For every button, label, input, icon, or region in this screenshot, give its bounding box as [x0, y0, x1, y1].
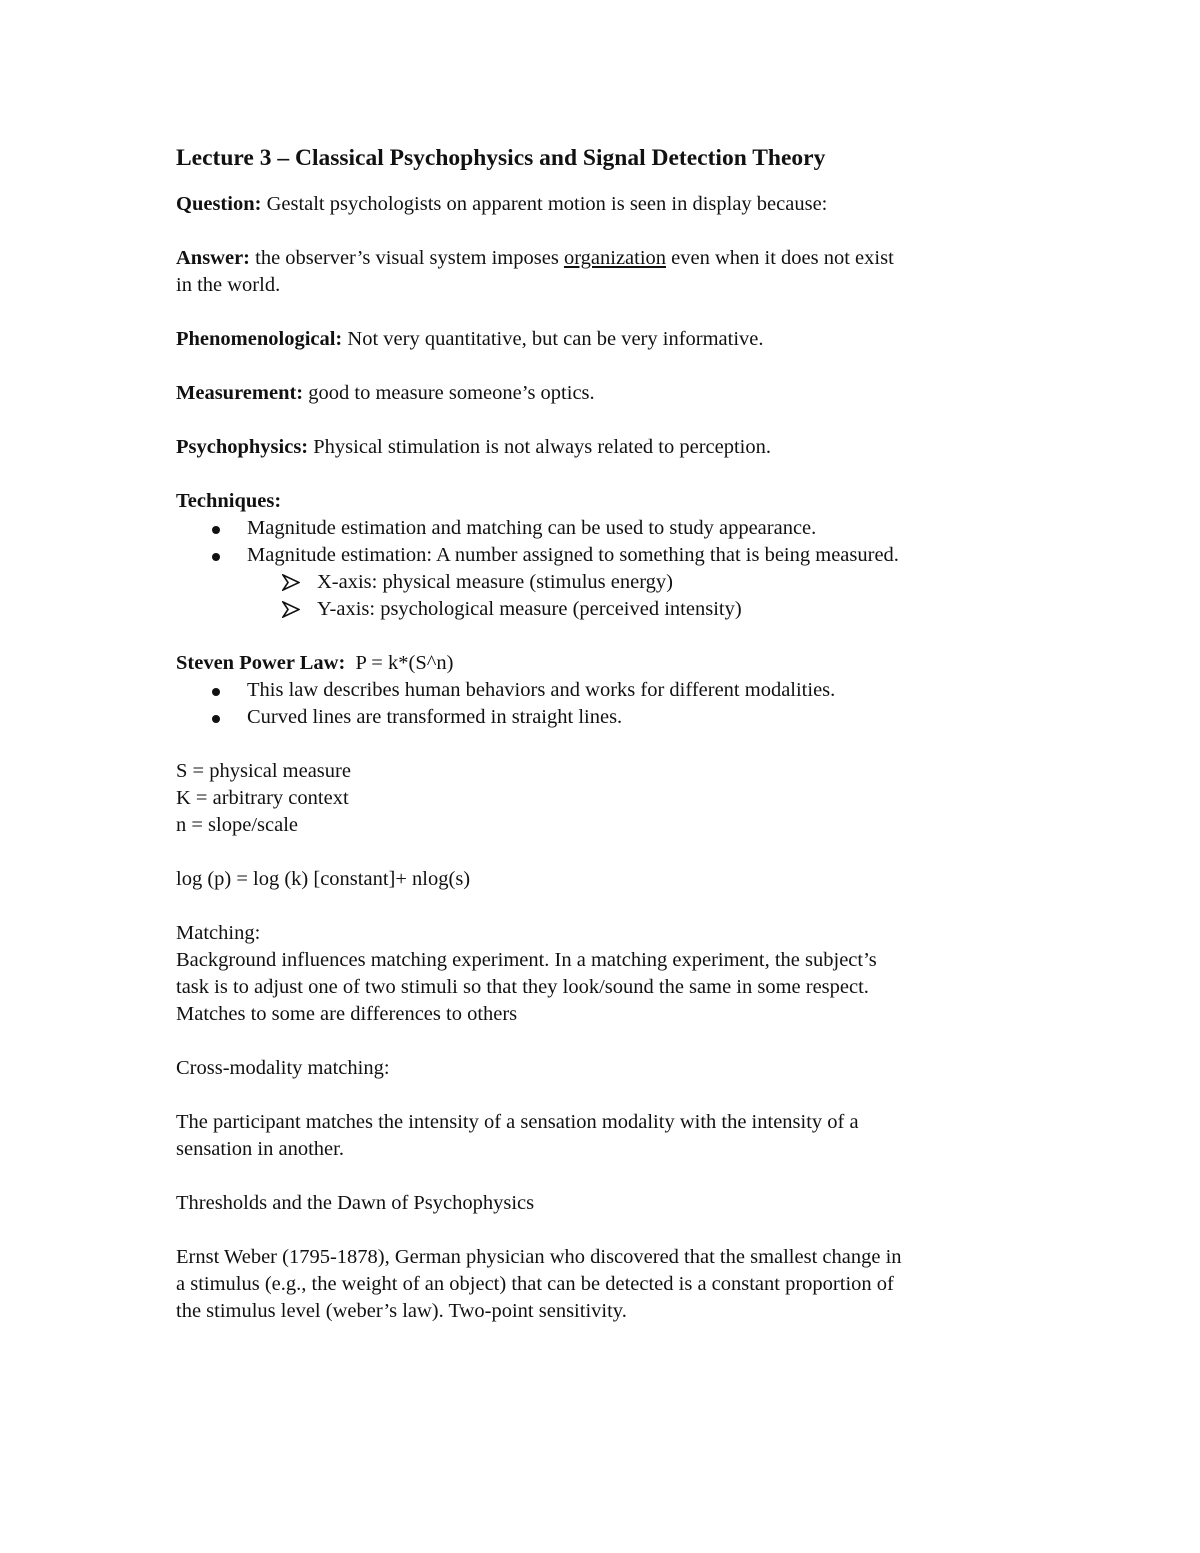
list-item-text: This law describes human behaviors and works for different modalities.: [247, 679, 836, 701]
answer-underlined-term: organization: [563, 247, 667, 269]
page-title: Lecture 3 – Classical Psychophysics and Signal Detection Theory: [176, 145, 826, 171]
question-paragraph: [176, 191, 1036, 218]
psychophysics-paragraph: [176, 434, 1036, 461]
techniques-list: [176, 515, 1036, 623]
psychophysics-label: Psychophysics:: [176, 436, 309, 458]
matching-heading: Matching:: [176, 922, 261, 944]
psychophysics-text: Physical stimulation is not always related to perception.: [308, 436, 772, 458]
list-item: [176, 677, 1036, 704]
measurement-label: Measurement:: [176, 382, 304, 404]
thresholds-heading: Thresholds and the Dawn of Psychophysics: [176, 1192, 535, 1214]
list-item-text: Magnitude estimation: A number assigned to something that is being measured.: [247, 544, 899, 566]
bullet-icon: [212, 688, 220, 696]
techniques-label: Techniques:: [176, 490, 282, 512]
matching-line: task is to adjust one of two stimuli so that they look/sound the same in some respect.: [176, 976, 869, 998]
weber-line: Ernst Weber (1795-1878), German physician who discovered that the smallest change in: [176, 1246, 902, 1268]
arrowhead-bullet-icon: [282, 601, 300, 618]
log-formula: log (p) = log (k) [constant]+ nlog(s): [176, 868, 471, 890]
arrowhead-bullet-icon: [282, 574, 300, 591]
sub-list-item: [176, 569, 1036, 596]
phenomenological-paragraph: [176, 326, 1036, 353]
answer-line-2: in the world.: [176, 274, 281, 296]
power-law-list: [176, 677, 1036, 731]
power-law-paragraph: [176, 650, 1036, 677]
list-item-text: Curved lines are transformed in straight lines.: [247, 706, 623, 728]
answer-text-before: the observer’s visual system imposes: [250, 247, 564, 269]
sub-list-item: [176, 596, 1036, 623]
sub-list-item-text: Y-axis: psychological measure (perceived intensity): [317, 598, 742, 620]
answer-paragraph: [176, 245, 1036, 272]
matching-line: Matches to some are differences to others: [176, 1003, 518, 1025]
list-item: [176, 515, 1036, 542]
measurement-paragraph: [176, 380, 1036, 407]
document-page: [176, 138, 1036, 1325]
definition-line: S = physical measure: [176, 760, 351, 782]
bullet-icon: [212, 553, 220, 561]
phenomenological-text: Not very quantitative, but can be very informative.: [342, 328, 764, 350]
list-item: [176, 704, 1036, 731]
bullet-icon: [212, 526, 220, 534]
cross-modality-line: sensation in another.: [176, 1138, 344, 1160]
list-item: [176, 542, 1036, 569]
bullet-icon: [212, 715, 220, 723]
question-text: Gestalt psychologists on apparent motion is seen in display because:: [261, 193, 828, 215]
cross-modality-heading: Cross-modality matching:: [176, 1057, 390, 1079]
measurement-text: good to measure someone’s optics.: [303, 382, 595, 404]
weber-line: the stimulus level (weber’s law). Two-point sensitivity.: [176, 1300, 627, 1322]
definition-line: K = arbitrary context: [176, 787, 349, 809]
definition-line: n = slope/scale: [176, 814, 298, 836]
answer-text-after: even when it does not exist: [666, 247, 894, 269]
sub-list-item-text: X-axis: physical measure (stimulus energy): [317, 571, 674, 593]
answer-label: Answer:: [176, 247, 251, 269]
phenomenological-label: Phenomenological:: [176, 328, 343, 350]
matching-line: Background influences matching experiment. In a matching experiment, the subject’s: [176, 949, 877, 971]
cross-modality-line: The participant matches the intensity of a sensation modality with the intensity of a: [176, 1111, 859, 1133]
list-item-text: Magnitude estimation and matching can be used to study appearance.: [247, 517, 817, 539]
question-label: Question:: [176, 193, 262, 215]
power-law-label: Steven Power Law:: [176, 652, 346, 674]
techniques-heading: [176, 488, 1036, 515]
power-law-formula: P = k*(S^n): [345, 652, 454, 674]
weber-line: a stimulus (e.g., the weight of an object) that can be detected is a constant proportion of: [176, 1273, 894, 1295]
